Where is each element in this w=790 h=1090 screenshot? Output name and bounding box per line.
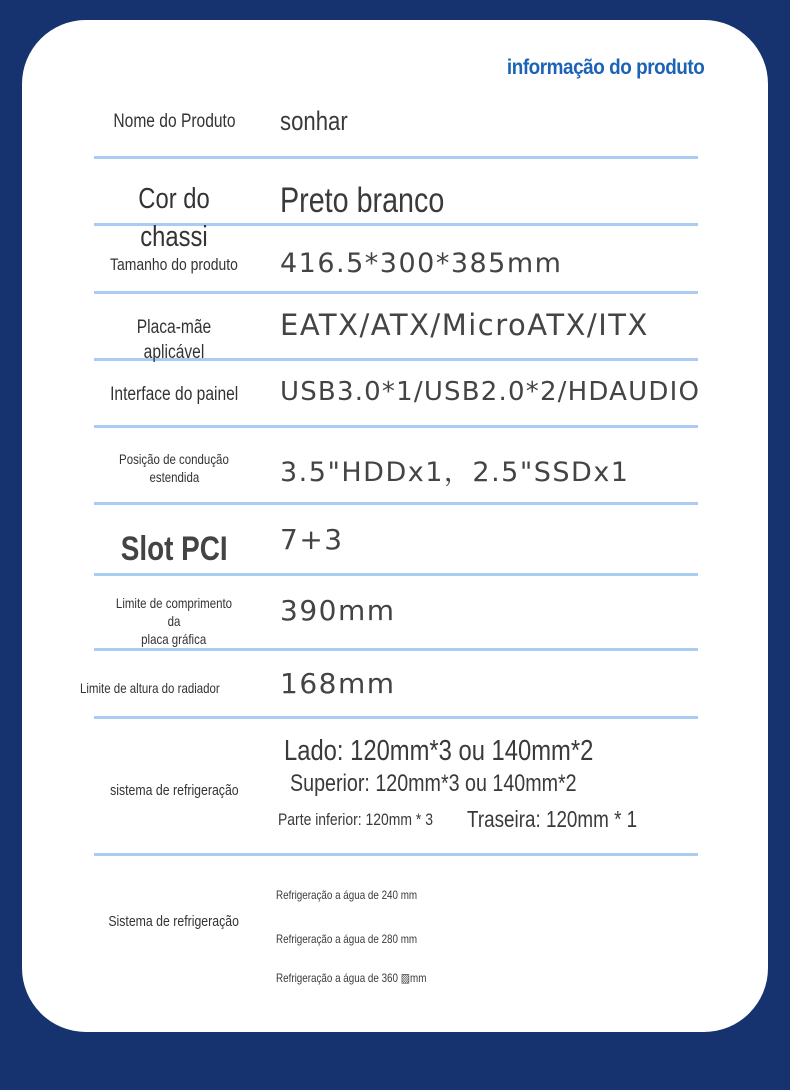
spec-label: Limite de altura do radiador [80,680,220,696]
spec-value-lado: Lado: 120mm*3 ou 140mm*2 [284,735,594,767]
spec-value-superior: Superior: 120mm*3 ou 140mm*2 [290,770,577,797]
spec-value-280: Refrigeração a água de 280 mm [276,932,418,946]
spec-value: 168mm [280,667,396,700]
spec-value-traseira: Traseira: 120mm * 1 [467,806,638,832]
page-title: informação do produto [506,56,704,79]
spec-value: EATX/ATX/MicroATX/ITX [280,308,649,342]
spec-value: 7+3 [280,523,344,556]
spec-row-interface [94,361,701,428]
spec-row-agua [94,856,698,1006]
spec-label: Limite de comprimento da placa gráfica [115,595,233,648]
spec-row-tamanho [94,226,698,294]
spec-row-limite-radiador [80,651,698,719]
spec-label: sistema de refrigeração [109,782,239,799]
product-info-card [22,20,768,1032]
spec-value: 3.5"HDDx1，2.5"SSDx1 [280,457,630,488]
spec-label: Placa-mãe aplicável [136,317,212,363]
spec-row-refrigeracao [94,719,698,856]
spec-label: Nome do Produto [112,111,236,132]
spec-label: Posição de condução estendida [119,451,229,486]
spec-row-limite-placa [94,576,698,651]
spec-label: Tamanho do produto [110,255,238,274]
spec-label: Slot PCI [120,530,228,568]
spec-value-360: Refrigeração a água de 360 ▨mm [276,971,427,985]
spec-value-240: Refrigeração a água de 240 mm [276,888,418,902]
spec-label: Interface do painel [109,384,239,405]
spec-value: USB3.0*1/USB2.0*2/HDAUDIO [280,377,701,407]
spec-value: 390mm [280,594,396,627]
spec-label: Sistema de refrigeração [108,913,240,930]
spec-value: 416.5*300*385mm [280,248,563,279]
spec-label: Cor do chassi [138,183,210,253]
spec-value: sonhar [280,106,348,136]
spec-row-posicao [94,428,698,505]
spec-row-cor [94,159,698,253]
spec-value-inferior: Parte inferior: 120mm * 3 [278,810,433,829]
spec-row-slot [94,505,698,576]
spec-row-placa [94,294,698,361]
spec-row-nome [94,98,698,159]
spec-value: Preto branco [280,181,445,220]
